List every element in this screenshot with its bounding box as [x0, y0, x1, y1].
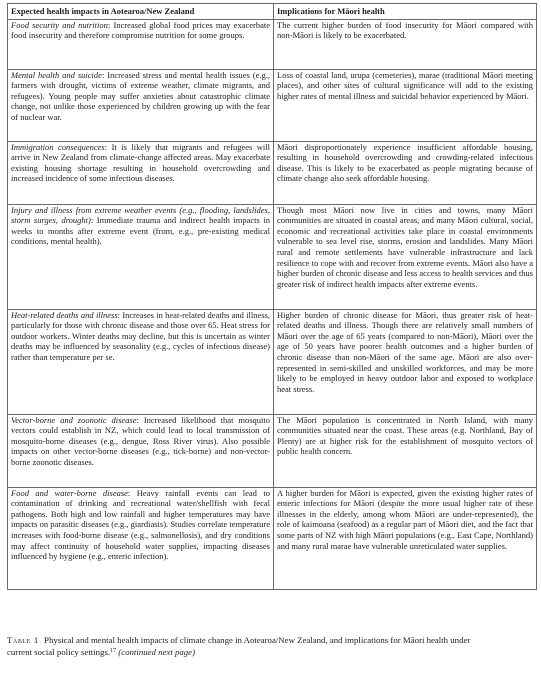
impact-cell: [8, 487, 274, 589]
table-row: [8, 19, 537, 69]
impact-cell: [8, 69, 274, 141]
implication-cell: Higher burden of chronic disease for Māori, thus greater risk of heat-related deaths and illness. Though there are relatively small numbers of Māori over the age of 65 years (compared to non-Māori), Māori over the age of 50 years have poorer health outcomes and a higher burden of chronic disease than non-Māori of the same age. Māori are also over-represented in semi-skilled and unskilled workforces, and may be more likely to be employed in heavy outdoor labor and exposed to workplace heat stress.: [274, 309, 537, 414]
impact-topic: Heat-related deaths and illness: [11, 309, 118, 320]
caption-label: Table 1: [7, 635, 39, 645]
impact-text: : Increased stress and mental health issues (e.g., farmers with drought, victims of extreme weather, climate migrants, and refugees). Young people may suffer anxieties about catastrophic climate change, not unlike those experienced by children growing up with the fear of nuclear war.: [11, 69, 270, 122]
impact-topic: Food security and nutrition: [11, 19, 108, 30]
table-row: [8, 69, 537, 141]
impact-cell: [8, 204, 274, 309]
column-header-maori-implications: Implications for Māori health: [274, 4, 537, 20]
caption-continued: (continued next page): [118, 647, 195, 657]
impact-topic: Mental health and suicide: [11, 69, 102, 80]
impact-text: : Immediate trauma and indirect health impacts in weeks to months after extreme event (from, e.g., pre-existing medical conditions, mental health).: [11, 215, 271, 247]
impact-text: : Increases in heat-related deaths and illness, particularly for those with chronic disease and those over 65. Heat stress for outdoor workers. Winter deaths may decline, but this is uncertain as winter deaths may be influenced by seasonality (e.g., cycles of infectious disease) rather than temperature per se.: [11, 309, 270, 362]
caption-reference: 17: [110, 648, 117, 654]
impact-cell: [8, 141, 274, 204]
table-row: [8, 141, 537, 204]
caption-text: Physical and mental health impacts of climate change in Aotearoa/New Zealand, and implications for Māori health under current social policy settings.: [7, 635, 471, 657]
impact-text: : Increased likelihood that mosquito vectors could establish in NZ, which could lead to local transmission of mosquito-borne diseases (e.g., dengue, Ross River virus). Also possible impacts on other vector-borne diseases (e.g., tick-borne) and non-vector-borne zoonotic diseases.: [11, 414, 270, 467]
table-row: [8, 309, 537, 414]
impact-topic: Food and water-borne disease: [11, 487, 128, 498]
impact-cell: [8, 414, 274, 487]
implication-cell: The Māori population is concentrated in North Island, with many communities situated near the coast. These areas (e.g. Northland, Bay of Plenty) are at higher risk for the establishment of mosquito vectors of public health concern.: [274, 414, 537, 487]
implication-cell: The current higher burden of food insecurity for Māori compared with non-Māori is likely to be exacerbated.: [274, 19, 537, 69]
impact-cell: [8, 19, 274, 69]
impact-topic: Injury and illness from extreme weather events (e.g., flooding, landslides, storm surges, drought): [11, 204, 270, 226]
impact-topic: Vector-borne and zoonotic disease: [11, 414, 137, 425]
implication-cell: A higher burden for Māori is expected, given the existing higher rates of enteric infections for Māori (despite the more usual higher rate of these illnesses in the elderly, among whom Māori are under-represented), the role of kaimoana (seafood) as a regular part of Māori diet, and the fact that some parts of NZ with high Māori populations (e.g., East Cape, Northland) and many rural marae have vulnerable unreticulated water supplies.: [274, 487, 537, 589]
table-caption: [7, 635, 497, 658]
table-row: [8, 204, 537, 309]
impact-cell: [8, 309, 274, 414]
implication-cell: Māori disproportionately experience insufficient affordable housing, resulting in household overcrowding and crowding-related infectious disease. This is likely to be exacerbated as people migrating because of climate change also seek affordable housing.: [274, 141, 537, 204]
table-row: [8, 414, 537, 487]
implication-cell: Loss of coastal land, urupa (cemeteries), marae (traditional Māori meeting places), and other sites of cultural significance will add to the existing higher rates of mental illness and suicidal behavior experienced by Māori.: [274, 69, 537, 141]
table-header-row: [8, 4, 537, 20]
impact-text: : Increased global food prices may exacerbate food insecurity and therefore compromise nutrition for some groups.: [11, 19, 270, 41]
implication-cell: Though most Māori now live in cities and towns, many Māori communities are situated in coastal areas, and many Māori cultural, social, economic and recreational activities take place in coastal environments vulnerable to sea level rise, storms, erosion and landslides. Many Māori rural and remote settlements have vulnerable infrastructure and lack resilience to cope with and recover from extreme events. Māori also have a higher burden of chronic disease and less access to health services and thus greater risk of indirect health impacts after extreme events.: [274, 204, 537, 309]
column-header-impacts: Expected health impacts in Aotearoa/New Zealand: [8, 4, 274, 20]
impact-topic: Immigration consequences: [11, 141, 105, 152]
impact-text: : Heavy rainfall events can lead to contamination of drinking and recreational water/shellfish with fecal pathogens. Both high and low rainfall and higher temperatures may have impacts on parasitic diseases (e.g., giardiasis). Studies correlate temperature increases with food-borne disease (e.g., salmonellosis), and dry conditions may affect continuity of household water supplies, impacting diseases influenced by hygiene (e.g., enteric infection).: [11, 487, 270, 562]
impact-text: : It is likely that migrants and refugees will arrive in New Zealand from climate-change affected areas. May exacerbate existing housing shortage resulting in household overcrowding and increased incidence of some infectious diseases.: [11, 141, 271, 184]
health-impacts-table: [7, 3, 537, 590]
table-row: [8, 487, 537, 589]
